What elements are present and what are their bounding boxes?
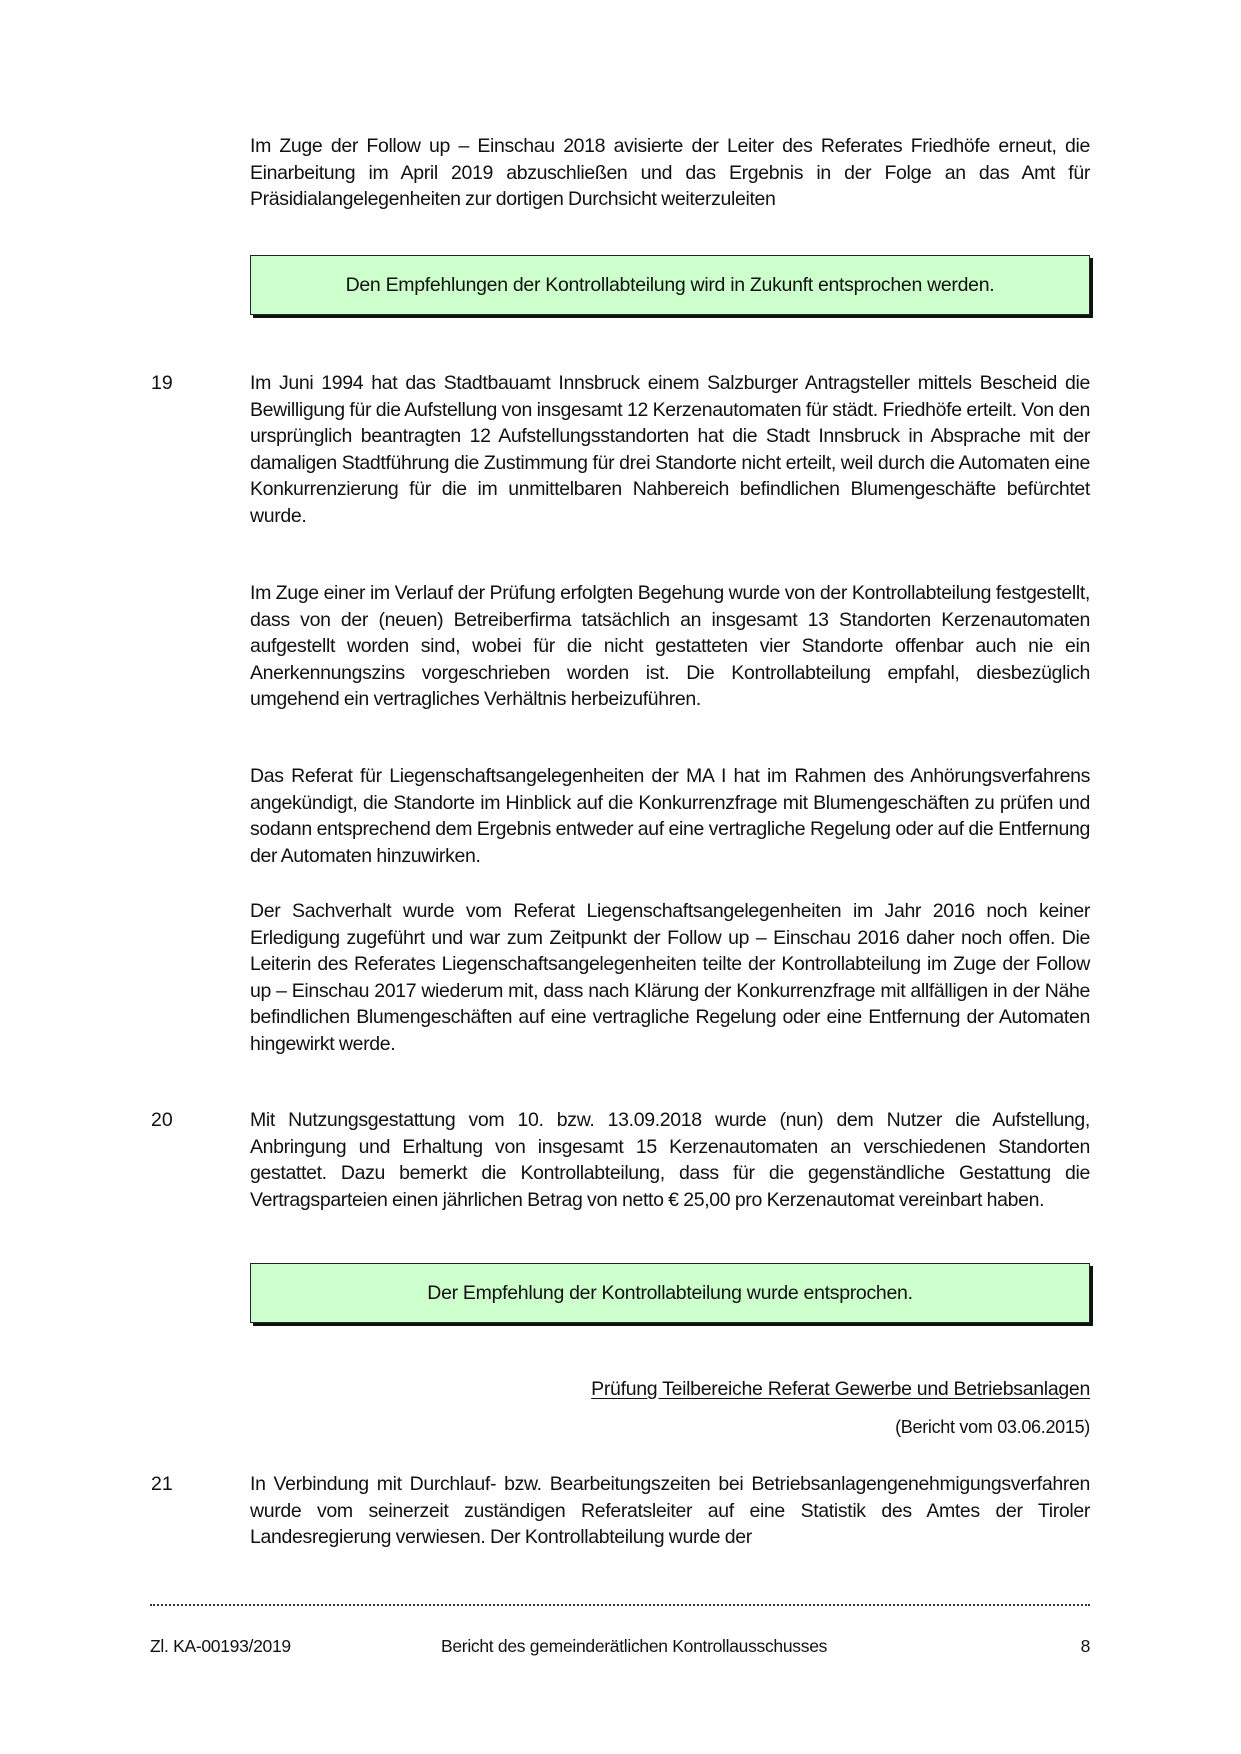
section-19-paragraph-3: Das Referat für Liegenschaftsangelegenheiten der MA I hat im Rahmen des Anhörungsverfahrens angekündigt, die Standorte im Hinblick auf die Konkurrenzfrage mit Blumengeschäften zu prüfen und sodann entsprechend dem Ergebnis entweder auf eine vertragliche Regelung oder auf die Entfernung der Automaten hinzuwirken.	[250, 765, 1090, 867]
intro-paragraph: Im Zuge der Follow up – Einschau 2018 avisierte der Leiter des Referates Friedhöfe erneut, die Einarbeitung im April 2019 abzuschließen und das Ergebnis in der Folge an das Amt für Präsidialangelegenheiten zur dortigen Durchsicht weiterzuleiten	[250, 135, 1090, 211]
footer-title: Bericht des gemeinderätlichen Kontrollausschusses	[441, 1636, 828, 1656]
section-21-paragraph-1: In Verbindung mit Durchlauf- bzw. Bearbeitungszeiten bei Betriebsanlagengenehmigungsverfahren wurde vom seinerzeit zuständigen Referatsleiter auf eine Statistik des Amtes der Tiroler Landesregierung verwiesen. Der Kontrollabteilung wurde der	[250, 1473, 1090, 1549]
report-date: (Bericht vom 03.06.2015)	[895, 1417, 1090, 1437]
section-19-paragraph-4: Der Sachverhalt wurde vom Referat Liegenschaftsangelegenheiten im Jahr 2016 noch keiner Erledigung zugeführt und war zum Zeitpunkt der Follow up – Einschau 2016 daher noch offen. Die Leiterin des Referates Liegenschaftsangelegenheiten teilte der Kontrollabteilung im Zuge der Follow up – Einschau 2017 wiederum mit, dass nach Klärung der Konkurrenzfrage mit allfälligen in der Nähe befindlichen Blumengeschäften auf eine vertragliche Regelung oder eine Entfernung der Automaten hingewirkt werde.	[250, 900, 1090, 1055]
paragraph-number: 20	[151, 1109, 173, 1131]
section-20-paragraph-1: Mit Nutzungsgestattung vom 10. bzw. 13.09.2018 wurde (nun) dem Nutzer die Aufstellung, Anbringung und Erhaltung von insgesamt 15 Kerzenautomaten an verschiedenen Standorten gestattet. Dazu bemerkt die Kontrollabteilung, dass für die gegenständliche Gestattung die Vertragsparteien einen jährlichen Betrag von netto € 25,00 pro Kerzenautomat vereinbart haben.	[250, 1109, 1090, 1211]
paragraph-number: 19	[151, 372, 173, 394]
footer-divider	[150, 1600, 1090, 1606]
recommendation-text: Der Empfehlung der Kontrollabteilung wurde entsprochen.	[427, 1281, 913, 1304]
page-number: 8	[1080, 1636, 1090, 1656]
paragraph-number: 21	[151, 1473, 173, 1495]
section-19-paragraph-2: Im Zuge einer im Verlauf der Prüfung erfolgten Begehung wurde von der Kontrollabteilung festgestellt, dass von der (neuen) Betreiberfirma tatsächlich an insgesamt 13 Standorten Kerzenautomaten aufgestellt worden sind, wobei für die nicht gestatteten vier Standorte offenbar auch nie ein Anerkennungszins vorgeschrieben worden ist. Die Kontrollabteilung empfahl, diesbezüglich umgehend ein vertragliches Verhältnis herbeizuführen.	[250, 582, 1090, 711]
footer-reference: Zl. KA-00193/2019	[150, 1636, 291, 1656]
recommendation-box	[250, 255, 1090, 315]
recommendation-text: Den Empfehlungen der Kontrollabteilung wird in Zukunft entsprochen werden.	[345, 273, 995, 296]
recommendation-box	[250, 1263, 1090, 1323]
section-heading: Prüfung Teilbereiche Referat Gewerbe und Betriebsanlagen	[591, 1378, 1090, 1400]
section-19-paragraph-1: Im Juni 1994 hat das Stadtbauamt Innsbruck einem Salzburger Antragsteller mittels Bescheid die Bewilligung für die Aufstellung von insgesamt 12 Kerzenautomaten für städt. Friedhöfe erteilt. Von den ursprünglich beantragten 12 Aufstellungsstandorten hat die Stadt Innsbruck in Absprache mit der damaligen Stadtführung die Zustimmung für drei Standorte nicht erteilt, weil durch die Automaten eine Konkurrenzierung für die im unmittelbaren Nahbereich befindlichen Blumengeschäfte befürchtet wurde.	[250, 372, 1090, 527]
